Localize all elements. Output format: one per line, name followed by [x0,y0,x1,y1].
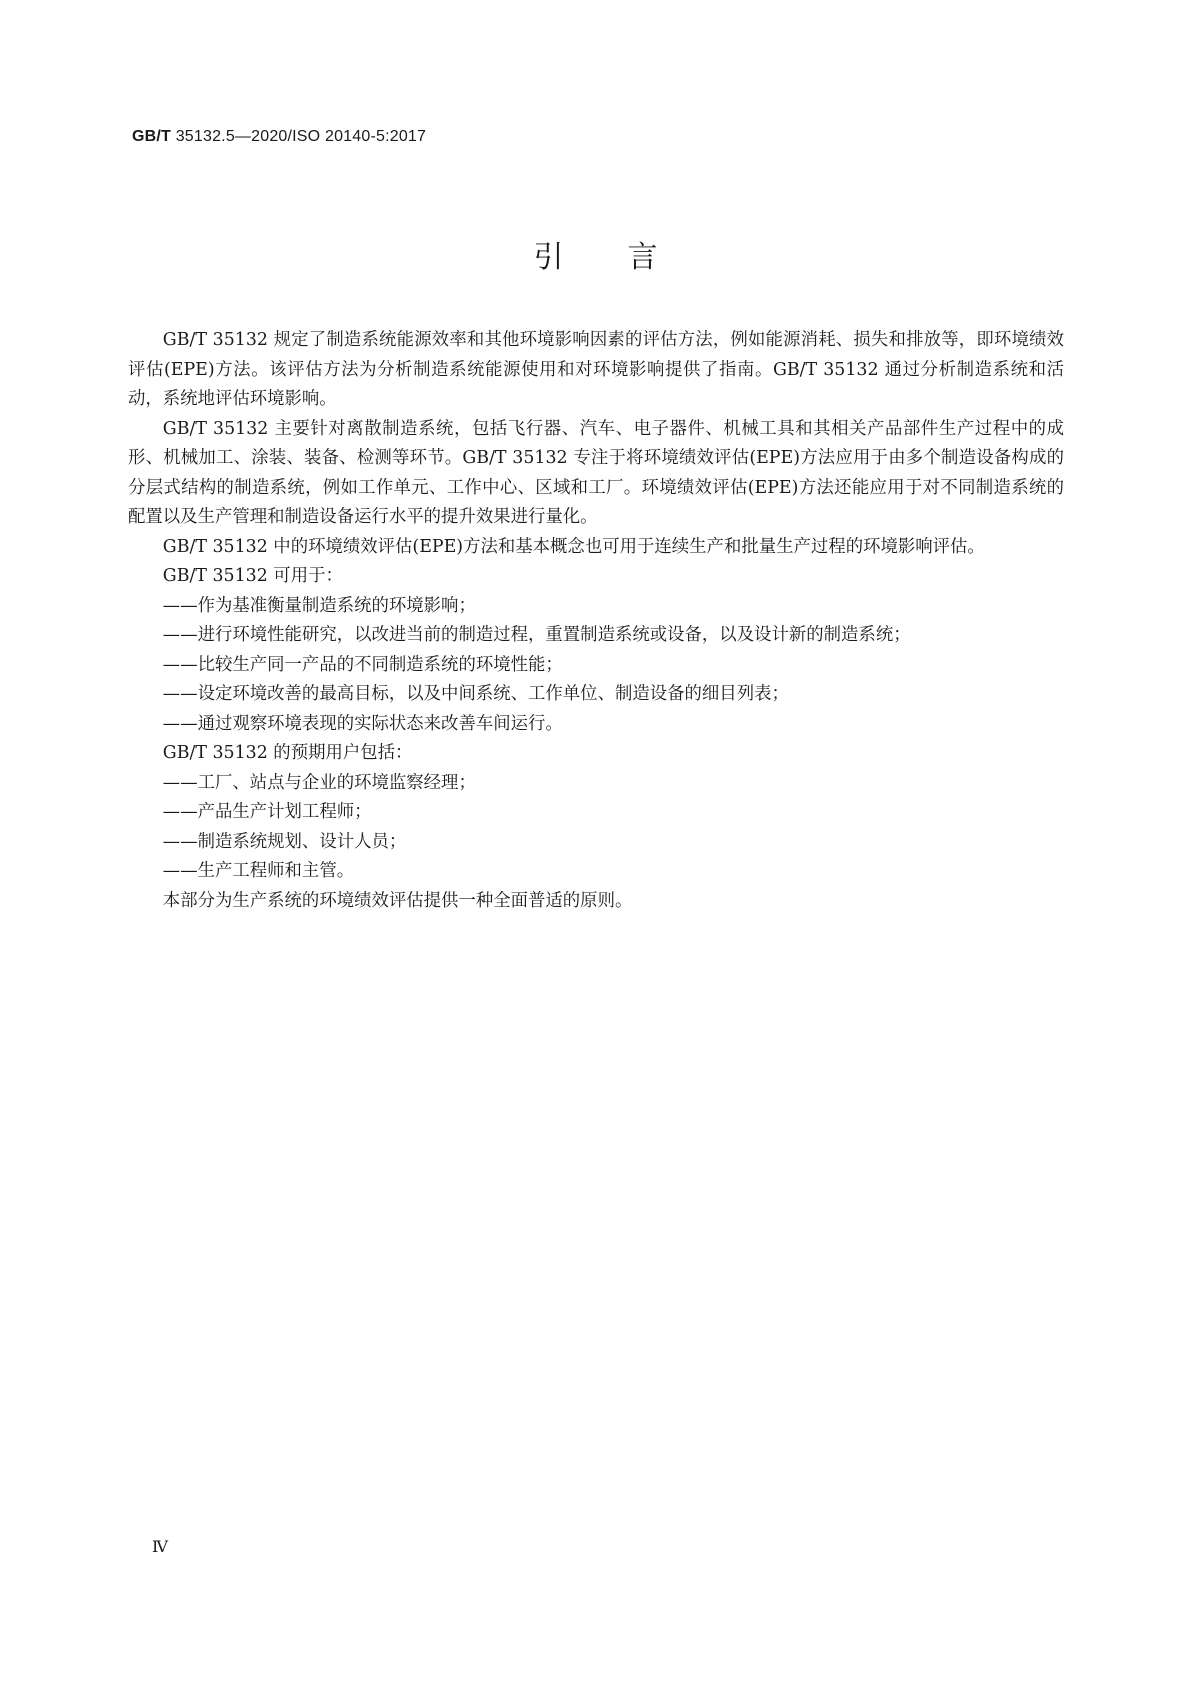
list-item: ——制造系统规划、设计人员； [162,831,407,852]
list-item: ——通过观察环境表现的实际状态来改善车间运行。 [162,713,563,734]
list-item: ——比较生产同一产品的不同制造系统的环境性能； [162,654,563,675]
list-item: ——设定环境改善的最高目标，以及中间系统、工作单位、制造设备的细目列表； [162,684,789,704]
list-item: ——进行环境性能研究，以改进当前的制造过程，重置制造系统或设备，以及设计新的制造系统； [162,625,911,645]
list-item: ——作为基准衡量制造系统的环境影响； [162,595,476,616]
page-title: 引言 [533,240,722,275]
document-header [132,128,426,146]
document-body [128,326,1064,916]
standard-prefix: GB/T [132,128,172,145]
paragraph-3: GB/T 35132 中的环境绩效评估(EPE)方法和基本概念也可用于连续生产和批量生产过程的环境影响评估。 [162,536,985,557]
closing-paragraph: 本部分为生产系统的环境绩效评估提供一种全面普适的原则。 [162,890,633,911]
list-item: ——产品生产计划工程师； [162,802,372,822]
paragraph-1: GB/T 35132 规定了制造系统能源效率和其他环境影响因素的评估方法，例如能源消耗、损失和排放等，即环境绩效评估(EPE)方法。该评估方法为分析制造系统能源使用和对环境影响提供了指南。GB/T 35132 通过分析制造系统和活动，系统地评估环境影响。 [128,330,1064,409]
list-item: ——生产工程师和主管。 [162,861,355,881]
standard-number: 35132.5—2020/ISO 20140-5:2017 [175,128,427,145]
page-number: Ⅳ [152,1539,168,1556]
paragraph-2: GB/T 35132 主要针对离散制造系统，包括飞行器、汽车、电子器件、机械工具和其相关产品部件生产过程中的成形、机械加工、涂装、装备、检测等环节。GB/T 35132 专注于将环境绩效评估(EPE)方法应用于由多个制造设备构成的分层式结构的制造系统，例如工作单元、工作中心、区域和工厂。环境绩效评估(EPE)方法还能应用于对不同制造系统的配置以及生产管理和制造设备运行水平的提升效果进行量化。 [128,418,1064,527]
users-intro: GB/T 35132 的预期用户包括： [162,743,413,763]
uses-intro: GB/T 35132 可用于： [162,566,343,586]
list-item: ——工厂、站点与企业的环境监察经理； [162,772,476,793]
